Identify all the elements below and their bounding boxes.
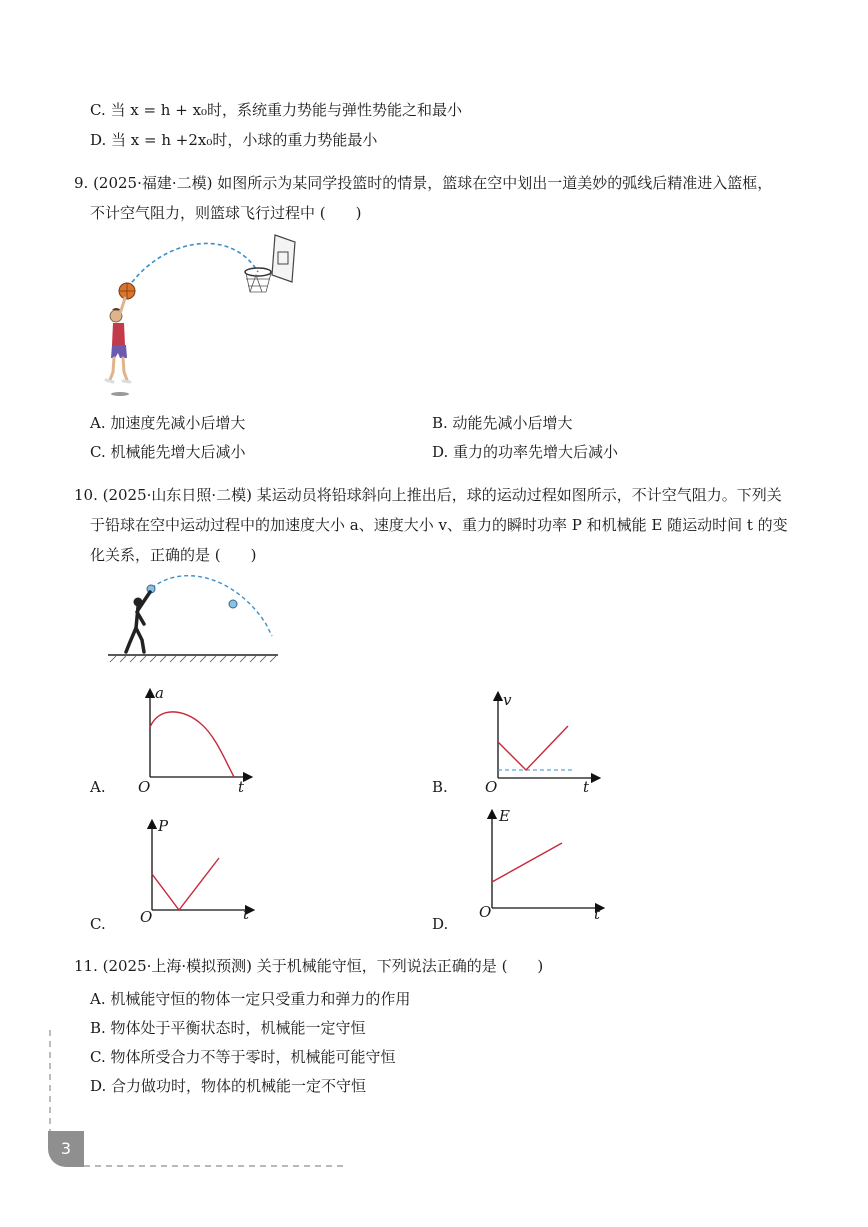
graph-b-origin: O <box>485 778 498 796</box>
q10-stem-line3: 化关系，正确的是 ( ) <box>90 546 257 564</box>
page-number-tab <box>48 1131 84 1167</box>
graph-c-xlabel: t <box>243 905 250 923</box>
q11-option-a: A. 机械能守恒的物体一定只受重力和弹力的作用 <box>90 990 411 1008</box>
q11-option-b: B. 物体处于平衡状态时，机械能一定守恒 <box>90 1019 366 1037</box>
q9-option-d: D. 重力的功率先增大后减小 <box>432 443 619 461</box>
q10-stem-line2: 于铅球在空中运动过程中的加速度大小 a、速度大小 v、重力的瞬时功率 P 和机械能 E 随运动时间 t 的变 <box>90 516 788 534</box>
graph-a-ylabel: a <box>155 684 164 702</box>
graph-d-option-label: D. <box>432 915 449 933</box>
q11-stem: 11. (2025·上海·模拟预测) 关于机械能守恒，下列说法正确的是 ( ) <box>74 957 544 975</box>
graph-a-origin: O <box>138 778 151 796</box>
page-number: 3 <box>48 1131 84 1167</box>
graph-c-ylabel: P <box>158 817 169 835</box>
q9-stem-line2: 不计空气阻力，则篮球飞行过程中 ( ) <box>90 204 362 222</box>
q10-stem-line1: 10. (2025·山东日照·二模) 某运动员将铅球斜向上推出后，球的运动过程如图所示，不计空气阻力。下列关 <box>74 486 782 504</box>
q11-option-c: C. 物体所受合力不等于零时，机械能可能守恒 <box>90 1048 396 1066</box>
graph-d-xlabel: t <box>594 905 601 923</box>
graph-c-option-label: C. <box>90 915 106 933</box>
graph-b-ylabel: v <box>503 691 512 709</box>
graph-b-xlabel: t <box>583 778 590 796</box>
graph-b-option-label: B. <box>432 778 448 796</box>
q8-option-d: D. 当 x = h +2x₀时，小球的重力势能最小 <box>90 131 378 149</box>
q9-option-a: A. 加速度先减小后增大 <box>90 414 246 432</box>
q11-option-d: D. 合力做功时，物体的机械能一定不守恒 <box>90 1077 367 1095</box>
q8-option-c: C. 当 x = h + x₀时，系统重力势能与弹性势能之和最小 <box>90 101 463 119</box>
graph-d-origin: O <box>479 903 492 921</box>
graph-a-option-label: A. <box>90 778 106 796</box>
graph-d-ylabel: E <box>499 807 510 825</box>
graph-a-xlabel: t <box>238 778 245 796</box>
q9-option-b: B. 动能先减小后增大 <box>432 414 573 432</box>
q9-option-c: C. 机械能先增大后减小 <box>90 443 246 461</box>
graph-c-origin: O <box>140 908 153 926</box>
q9-stem-line1: 9. (2025·福建·二模) 如图所示为某同学投篮时的情景，篮球在空中划出一道美妙的弧线后精准进入篮框， <box>74 174 773 192</box>
